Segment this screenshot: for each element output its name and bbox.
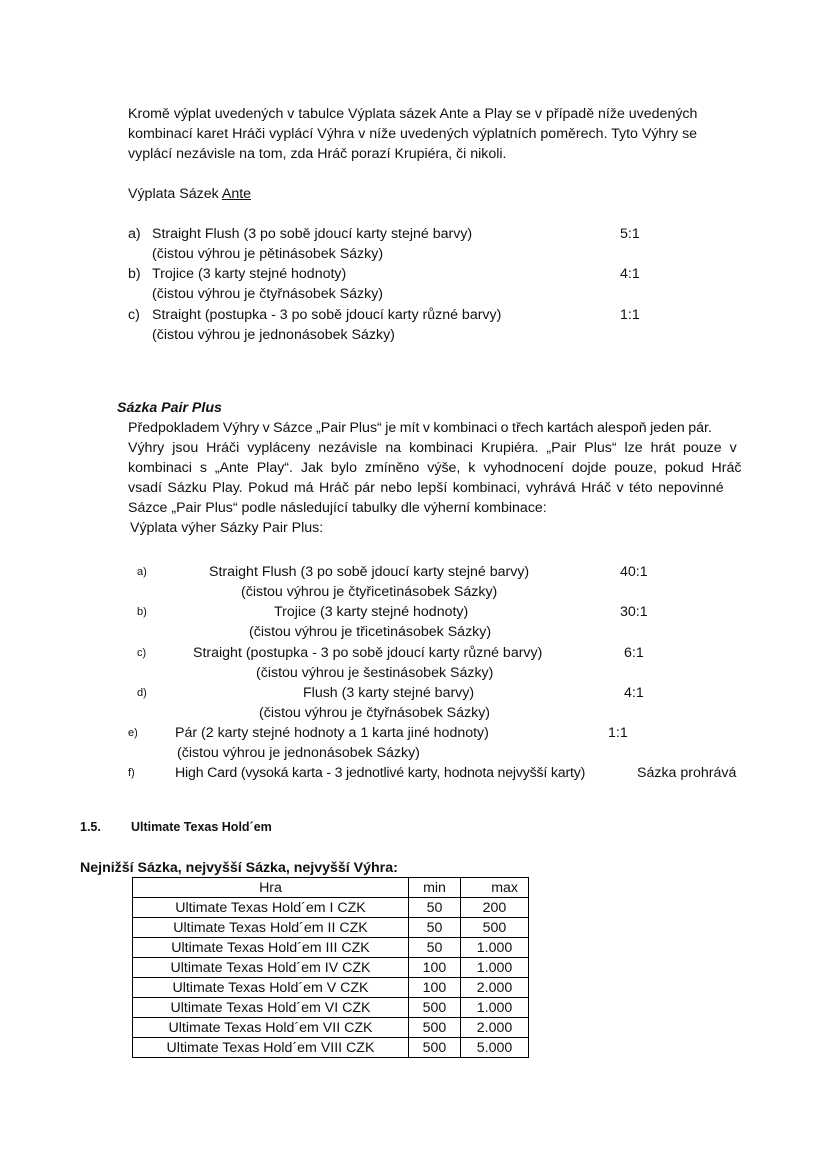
ante-item-payout: 5:1	[620, 226, 640, 242]
section-number: 1.5.	[80, 820, 101, 834]
ante-item-text: Trojice (3 karty stejné hodnoty)	[152, 266, 347, 282]
table-row	[133, 978, 529, 998]
limits-table	[132, 877, 529, 1058]
pair-plus-payout-heading: Výplata výher Sázky Pair Plus:	[130, 520, 324, 536]
cell-game: Ultimate Texas Hold´em VI CZK	[133, 998, 409, 1018]
cell-min: 500	[409, 998, 461, 1018]
cell-game: Ultimate Texas Hold´em IV CZK	[133, 958, 409, 978]
ante-item-label: c)	[128, 307, 140, 323]
column-header-min: min	[409, 878, 461, 898]
pp-item-note: (čistou výhrou je jednonásobek Sázky)	[177, 745, 420, 761]
cell-game: Ultimate Texas Hold´em III CZK	[133, 938, 409, 958]
pair-plus-line-2: Výhry jsou Hráči vypláceny nezávisle na kombinaci Krupiéra. „Pair Plus“ lze hrát pouze v	[128, 440, 737, 456]
ante-item-text: Straight Flush (3 po sobě jdoucí karty stejné barvy)	[152, 226, 473, 242]
cell-min: 100	[409, 978, 461, 998]
table-header-row	[133, 878, 529, 898]
pp-item-note: (čistou výhrou je čtyřicetinásobek Sázky)	[241, 584, 498, 600]
cell-max: 2.000	[461, 978, 529, 998]
cell-game: Ultimate Texas Hold´em V CZK	[133, 978, 409, 998]
table-row	[133, 938, 529, 958]
pp-item-payout: 40:1	[620, 564, 648, 580]
cell-game: Ultimate Texas Hold´em II CZK	[133, 918, 409, 938]
pp-item-payout: 4:1	[624, 685, 644, 701]
ante-heading-underlined: Ante	[221, 186, 252, 202]
pp-item-note: (čistou výhrou je čtyřnásobek Sázky)	[259, 705, 491, 721]
cell-max: 1.000	[461, 998, 529, 1018]
cell-max: 2.000	[461, 1018, 529, 1038]
pp-item-label: a)	[137, 566, 147, 578]
pp-item-label: c)	[137, 647, 147, 659]
cell-min: 500	[409, 1038, 461, 1058]
pp-item-text: Trojice (3 karty stejné hodnoty)	[274, 604, 469, 620]
ante-heading	[128, 184, 251, 204]
cell-game: Ultimate Texas Hold´em VIII CZK	[133, 1038, 409, 1058]
pair-plus-line-1: Předpokladem Výhry v Sázce „Pair Plus“ je mít v kombinaci o třech kartách alespoň jeden pár.	[128, 420, 712, 436]
intro-line-3: vyplácí nezávisle na tom, zda Hráč porazí Krupiéra, či nikoli.	[128, 146, 507, 162]
table-row	[133, 998, 529, 1018]
cell-max: 200	[461, 898, 529, 918]
section-title: Ultimate Texas Hold´em	[131, 820, 272, 834]
cell-min: 50	[409, 918, 461, 938]
pp-item-payout: 6:1	[624, 645, 644, 661]
ante-item-payout: 1:1	[620, 307, 640, 323]
ante-item-label: a)	[128, 226, 141, 242]
column-header-max: max	[461, 878, 529, 898]
limits-heading: Nejnižší Sázka, nejvyšší Sázka, nejvyšší Výhra:	[80, 860, 398, 876]
pair-plus-line-4: vsadí Sázku Play. Pokud má Hráč pár nebo lepší kombinaci, vyhrává Hráč v této nepovinné	[128, 480, 724, 496]
pp-item-text: Straight Flush (3 po sobě jdoucí karty stejné barvy)	[209, 564, 530, 580]
cell-min: 100	[409, 958, 461, 978]
ante-item-note: (čistou výhrou je čtyřnásobek Sázky)	[152, 286, 384, 302]
pp-item-label: b)	[137, 606, 147, 618]
cell-min: 50	[409, 898, 461, 918]
pp-item-payout: Sázka prohrává	[637, 765, 737, 781]
ante-heading-prefix: Výplata Sázek	[128, 186, 222, 202]
pp-item-payout: 1:1	[608, 725, 628, 741]
table-row	[133, 1038, 529, 1058]
cell-max: 1.000	[461, 938, 529, 958]
cell-max: 5.000	[461, 1038, 529, 1058]
pair-plus-title: Sázka Pair Plus	[117, 400, 222, 416]
ante-item-text: Straight (postupka - 3 po sobě jdoucí karty různé barvy)	[152, 307, 502, 323]
ante-item-payout: 4:1	[620, 266, 640, 282]
pp-item-note: (čistou výhrou je třicetinásobek Sázky)	[249, 624, 492, 640]
pp-item-text: Pár (2 karty stejné hodnoty a 1 karta jiné hodnoty)	[175, 725, 489, 741]
pair-plus-line-3: kombinaci s „Ante Play“. Jak bylo zmíněno výše, k vyhodnocení dojde pouze, pokud Hráč	[128, 460, 742, 476]
ante-item-note: (čistou výhrou je pětinásobek Sázky)	[152, 246, 384, 262]
intro-line-2: kombinací karet Hráči vyplácí Výhra v níže uvedených výplatních poměrech. Tyto Výhry se	[128, 126, 698, 142]
table-row	[133, 958, 529, 978]
column-header-game: Hra	[133, 878, 409, 898]
cell-game: Ultimate Texas Hold´em I CZK	[133, 898, 409, 918]
intro-line-1: Kromě výplat uvedených v tabulce Výplata sázek Ante a Play se v případě níže uvedených	[128, 106, 698, 122]
pp-item-text: Flush (3 karty stejné barvy)	[303, 685, 475, 701]
table-row	[133, 898, 529, 918]
pp-item-text: Straight (postupka - 3 po sobě jdoucí karty různé barvy)	[193, 645, 543, 661]
pair-plus-line-5: Sázce „Pair Plus“ podle následující tabulky dle výherní kombinace:	[128, 500, 547, 516]
cell-game: Ultimate Texas Hold´em VII CZK	[133, 1018, 409, 1038]
cell-min: 50	[409, 938, 461, 958]
table-row	[133, 918, 529, 938]
cell-max: 500	[461, 918, 529, 938]
pp-item-payout: 30:1	[620, 604, 648, 620]
table-row	[133, 1018, 529, 1038]
pp-item-label: e)	[128, 727, 138, 739]
pp-item-label: d)	[137, 687, 147, 699]
pp-item-text: High Card (vysoká karta - 3 jednotlivé karty, hodnota nejvyšší karty)	[175, 765, 586, 781]
cell-min: 500	[409, 1018, 461, 1038]
pp-item-note: (čistou výhrou je šestinásobek Sázky)	[256, 665, 494, 681]
ante-item-note: (čistou výhrou je jednonásobek Sázky)	[152, 327, 395, 343]
pp-item-label: f)	[128, 767, 135, 779]
cell-max: 1.000	[461, 958, 529, 978]
ante-item-label: b)	[128, 266, 141, 282]
